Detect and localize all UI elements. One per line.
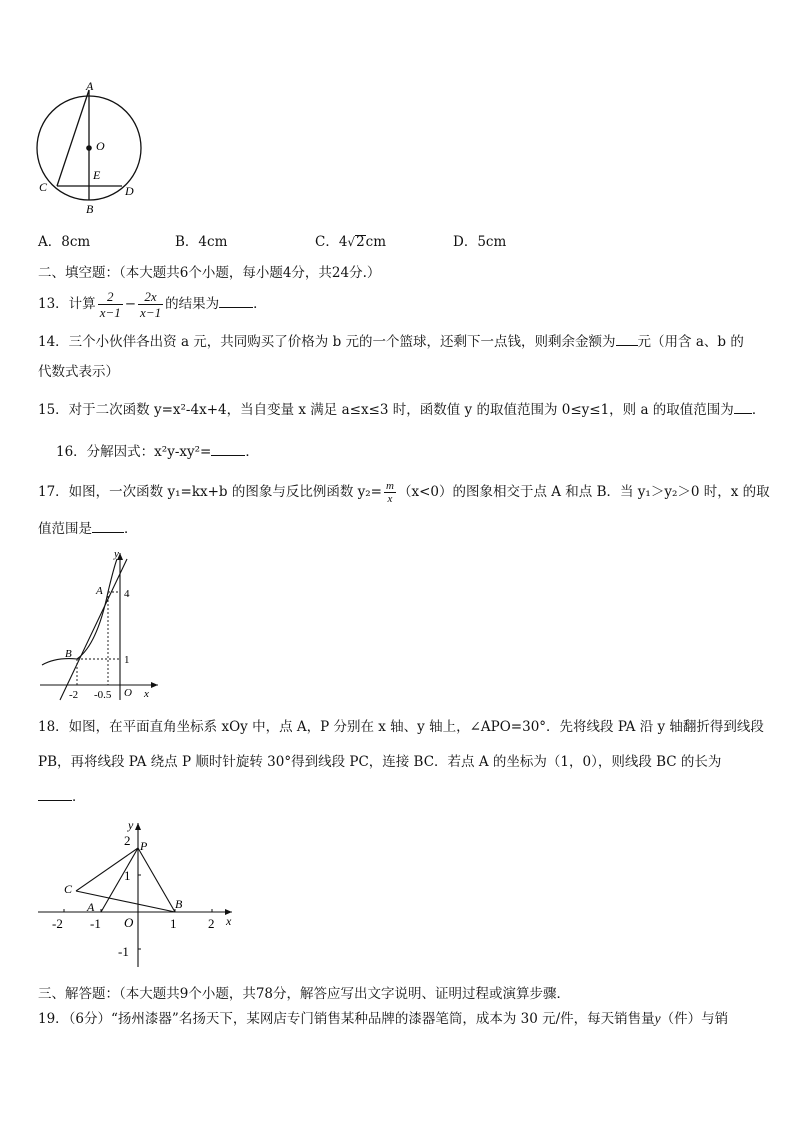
question-18-line-1: 18．如图，在平面直角坐标系 xOy 中，点 A，P 分别在 x 轴、y 轴上，∠APO=30°．先将线段 PA 沿 y 轴翻折得到线段 (38, 719, 764, 735)
y-axis-label: y (128, 818, 134, 832)
fraction-2: $\frac{2x}{x-1}$ (140, 289, 162, 320)
point-p-label: P (140, 839, 148, 853)
y-axis-arrow (135, 823, 141, 830)
choice-d: D．5cm (453, 234, 507, 250)
question-15: 15．对于二次函数 y=x²-4x+4，当自变量 x 满足 a≤x≤3 时，函数值 y 的取值范围为 0≤y≤1，则 a 的取值范围为 ． (38, 402, 766, 418)
circle-figure (30, 78, 150, 220)
section-3-heading: 三、解答题：（本大题共9个小题，共78分，解答应写出文字说明、证明过程或演算步骤． (38, 986, 571, 1002)
label-b: B (86, 202, 94, 216)
tick-4: 4 (124, 588, 130, 600)
point-c-label: C (64, 882, 73, 896)
question-17-line-1: 17．如图，一次函数 y₁=kx+b 的图象与反比例函数 y₂= $\frac{m}{x}$ （x<0）的图象相交于点 A 和点 B．当 y₁＞y₂＞0 时，x 的取 (38, 480, 770, 505)
label-d: D (125, 184, 134, 198)
label-e: E (93, 168, 101, 182)
question-16: 16．分解因式：x²y-xy²= ． (56, 444, 259, 460)
question-18-line-3: ． (38, 788, 86, 806)
tick-neg-0-5: -0.5 (94, 689, 112, 701)
hyperbola-curve (42, 559, 117, 665)
function-graph-figure (36, 545, 166, 705)
label-c: C (39, 180, 48, 194)
linear-function-line (60, 559, 127, 700)
label-a: A (86, 79, 94, 93)
choice-b: B．4cm (175, 234, 228, 250)
question-19: 19．（6分）“扬州漆器”名扬天下，某网店专门销售某种品牌的漆器笔筒，成本为 30 元/件，每天销售量y（件）与销 (38, 1011, 729, 1027)
x-tick-label: -1 (90, 916, 101, 931)
section-2-heading: 二、填空题：（本大题共6个小题，每小题4分，共24分.） (38, 265, 381, 281)
point-b-label: B (65, 648, 72, 660)
question-14-line-1: 14．三个小伙伴各出资 a 元，共同购买了价格为 b 元的一个篮球，还剩下一点钱，则剩余金额为 元（用含 a、b 的 (38, 334, 744, 350)
x-tick-label: 2 (208, 916, 215, 931)
origin-label: O (124, 915, 134, 930)
fraction-1: $\frac{2}{x-1}$ (99, 289, 121, 320)
tick-1: 1 (124, 654, 130, 666)
point-b-label: B (175, 897, 183, 911)
x-axis-label: x (226, 914, 232, 928)
segment-pa (101, 848, 138, 912)
x-axis-label: x (144, 688, 149, 700)
tick-neg-2: -2 (69, 689, 79, 701)
y-tick-label: 2 (124, 833, 131, 848)
question-14-line-2: 代数式表示） (38, 364, 119, 380)
origin-label: O (124, 687, 132, 699)
y-tick-label: -1 (118, 944, 129, 959)
question-18-line-2: PB，再将线段 PA 绕点 P 顺时针旋转 30°得到线段 PC，连接 BC．若点 A 的坐标为（1，0），则线段 BC 的长为 (38, 754, 722, 770)
point-a-label: A (87, 900, 95, 914)
question-17-line-2: 值范围是 ． (38, 521, 138, 537)
segment-pb (138, 848, 175, 912)
choice-a: A．8cm (38, 234, 91, 250)
center-point (86, 145, 92, 151)
x-tick-label: 1 (170, 916, 177, 931)
coordinate-figure (36, 815, 246, 975)
question-13: 13．计算 $\frac{2}{x-1}$ − $\frac{2x}{x-1}$ 的结果为 ． (38, 289, 267, 320)
point-a-label: A (96, 585, 103, 597)
x-tick-label: -2 (52, 916, 63, 931)
x-axis-arrow (151, 682, 158, 688)
y-tick-label: 1 (124, 868, 131, 883)
choice-c: C．4√2cm (315, 234, 387, 250)
y-axis-label: y (114, 548, 119, 560)
label-o: O (96, 139, 105, 153)
